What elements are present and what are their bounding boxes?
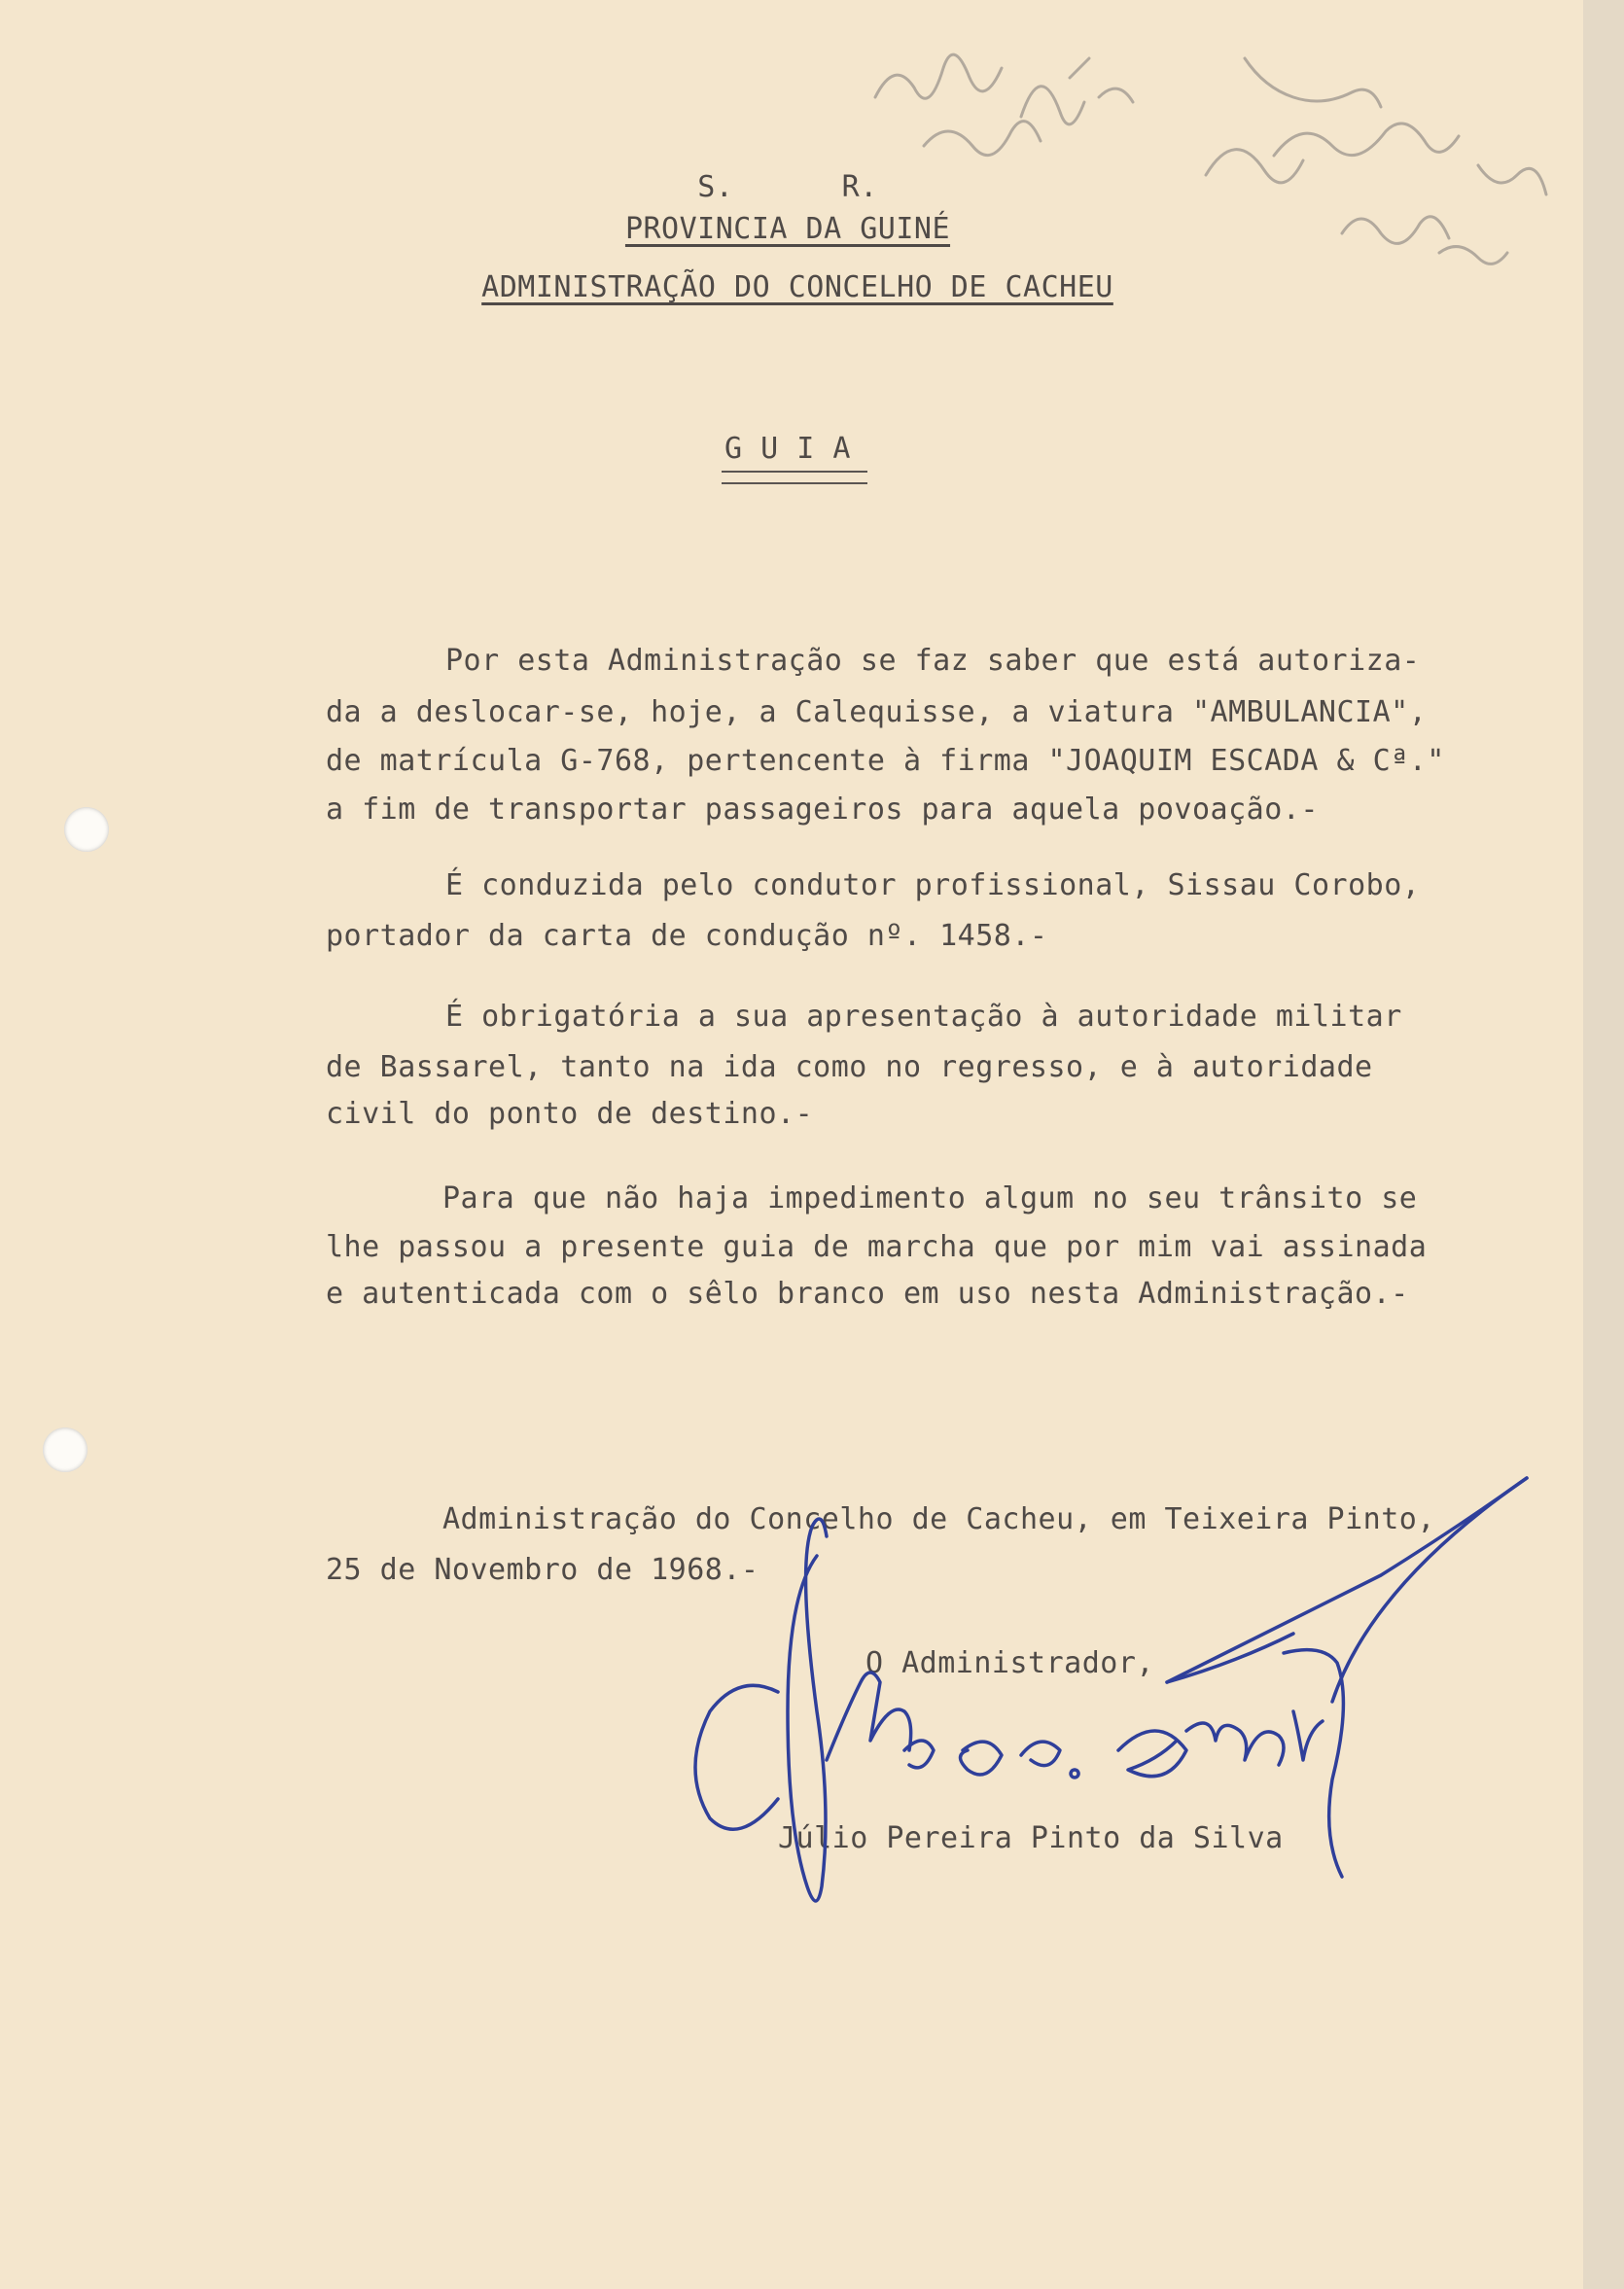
- closing-date: 25 de Novembro de 1968.-: [326, 1553, 759, 1587]
- header-sr: S. R.: [697, 170, 878, 204]
- body-p1-line1: Por esta Administração se faz saber que está autoriza-: [445, 644, 1421, 678]
- body-p4-line3: e autenticada com o sêlo branco em uso nesta Administração.-: [326, 1277, 1409, 1311]
- header-administration: ADMINISTRAÇÃO DO CONCELHO DE CACHEU: [481, 270, 1113, 304]
- handwritten-signature: [681, 1459, 1556, 1964]
- title-double-underline: [722, 471, 867, 484]
- body-p2-line2: portador da carta de condução nº. 1458.-: [326, 919, 1048, 953]
- document-title: G U I A: [724, 432, 851, 466]
- body-p4-line1: Para que não haja impedimento algum no seu trânsito se: [442, 1181, 1418, 1215]
- closing-role: O Administrador,: [865, 1646, 1154, 1680]
- body-p2-line1: É conduzida pelo condutor profissional, Sissau Corobo,: [445, 868, 1421, 902]
- punch-hole-upper: [64, 807, 109, 852]
- punch-hole-lower: [43, 1427, 88, 1472]
- page-edge: [1583, 0, 1624, 2289]
- body-p1-line3: de matrícula G-768, pertencente à firma "JOAQUIM ESCADA & Cª.": [326, 744, 1445, 778]
- body-p3-line1: É obrigatória a sua apresentação à autoridade militar: [445, 1000, 1402, 1034]
- header-province: PROVINCIA DA GUINÉ: [624, 212, 951, 246]
- pencil-annotations: [856, 19, 1575, 311]
- body-p1-line4: a fim de transportar passageiros para aquela povoação.-: [326, 792, 1319, 827]
- body-p1-line2: da a deslocar-se, hoje, a Calequisse, a viatura "AMBULANCIA",: [326, 695, 1428, 729]
- body-p3-line3: civil do ponto de destino.-: [326, 1097, 814, 1131]
- body-p4-line2: lhe passou a presente guia de marcha que por mim vai assinada: [326, 1230, 1428, 1264]
- closing-place: Administração do Concelho de Cacheu, em Teixeira Pinto,: [442, 1502, 1435, 1536]
- body-p3-line2: de Bassarel, tanto na ida como no regresso, e à autoridade: [326, 1050, 1373, 1084]
- closing-name: Júlio Pereira Pinto da Silva: [778, 1821, 1284, 1855]
